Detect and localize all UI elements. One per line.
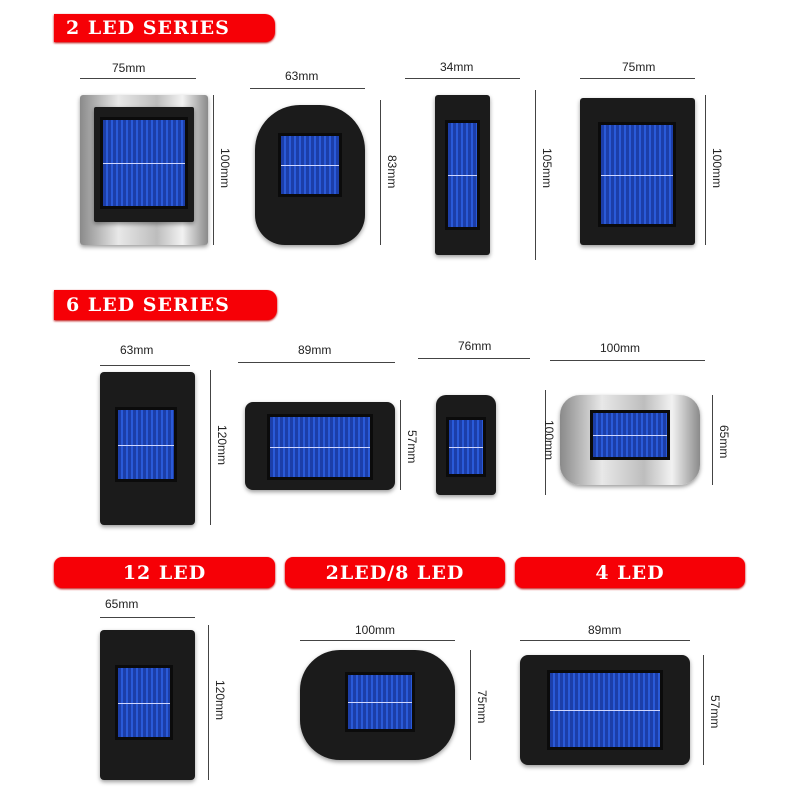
width-line xyxy=(418,358,530,359)
height-label: 100mm xyxy=(542,420,556,461)
width-line xyxy=(80,78,196,79)
height-line xyxy=(400,400,401,490)
solar-panel xyxy=(598,122,676,227)
height-label: 100mm xyxy=(218,148,232,189)
height-line xyxy=(705,95,706,245)
height-label: 57mm xyxy=(708,695,722,729)
height-line xyxy=(535,90,536,260)
width-label: 34mm xyxy=(440,60,474,74)
solar-panel xyxy=(115,665,173,740)
solar-light-product xyxy=(100,372,195,525)
width-line xyxy=(238,362,395,363)
section-header-2-led: 2 LED SERIES xyxy=(54,14,275,42)
solar-panel xyxy=(547,670,663,750)
height-line xyxy=(712,395,713,485)
solar-panel xyxy=(345,672,415,732)
width-label: 89mm xyxy=(588,623,622,637)
height-label: 120mm xyxy=(213,680,227,721)
height-label: 75mm xyxy=(475,690,489,724)
solar-panel xyxy=(278,133,342,197)
width-line xyxy=(405,78,520,79)
solar-light-product xyxy=(300,650,455,760)
solar-light-product xyxy=(255,105,365,245)
width-line xyxy=(250,88,365,89)
section-header-6-led: 6 LED SERIES xyxy=(54,290,277,320)
width-label: 63mm xyxy=(120,343,154,357)
width-line xyxy=(580,78,695,79)
solar-light-product xyxy=(245,402,395,490)
solar-panel xyxy=(267,414,373,480)
solar-panel xyxy=(100,117,188,209)
solar-light-product xyxy=(436,395,496,495)
width-line xyxy=(550,360,705,361)
solar-panel xyxy=(590,410,670,460)
height-line xyxy=(380,100,381,245)
height-label: 100mm xyxy=(710,148,724,189)
height-label: 57mm xyxy=(405,430,419,464)
width-line xyxy=(100,365,190,366)
width-label: 100mm xyxy=(600,341,641,355)
solar-light-product xyxy=(80,95,208,245)
solar-light-product xyxy=(520,655,690,765)
width-label: 63mm xyxy=(285,69,319,83)
width-label: 65mm xyxy=(105,597,139,611)
height-line xyxy=(208,625,209,780)
solar-light-product xyxy=(560,395,700,485)
section-header-4-led: 4 LED xyxy=(515,557,745,588)
solar-panel xyxy=(445,120,480,230)
height-label: 105mm xyxy=(540,148,554,189)
width-label: 100mm xyxy=(355,623,396,637)
height-label: 83mm xyxy=(385,155,399,189)
solar-panel xyxy=(115,407,177,482)
width-label: 76mm xyxy=(458,339,492,353)
height-line xyxy=(470,650,471,760)
width-line xyxy=(300,640,455,641)
width-label: 89mm xyxy=(298,343,332,357)
width-label: 75mm xyxy=(622,60,656,74)
height-line xyxy=(213,95,214,245)
width-line xyxy=(100,617,195,618)
width-line xyxy=(520,640,690,641)
height-label: 120mm xyxy=(215,425,229,466)
solar-light-product xyxy=(100,630,195,780)
section-header-12-led: 12 LED xyxy=(54,557,275,588)
solar-panel xyxy=(446,417,486,477)
solar-light-product xyxy=(580,98,695,245)
section-header-2-8-led: 2LED/8 LED xyxy=(285,557,505,588)
width-label: 75mm xyxy=(112,61,146,75)
height-label: 65mm xyxy=(717,425,731,459)
height-line xyxy=(703,655,704,765)
solar-light-product xyxy=(435,95,490,255)
height-line xyxy=(210,370,211,525)
